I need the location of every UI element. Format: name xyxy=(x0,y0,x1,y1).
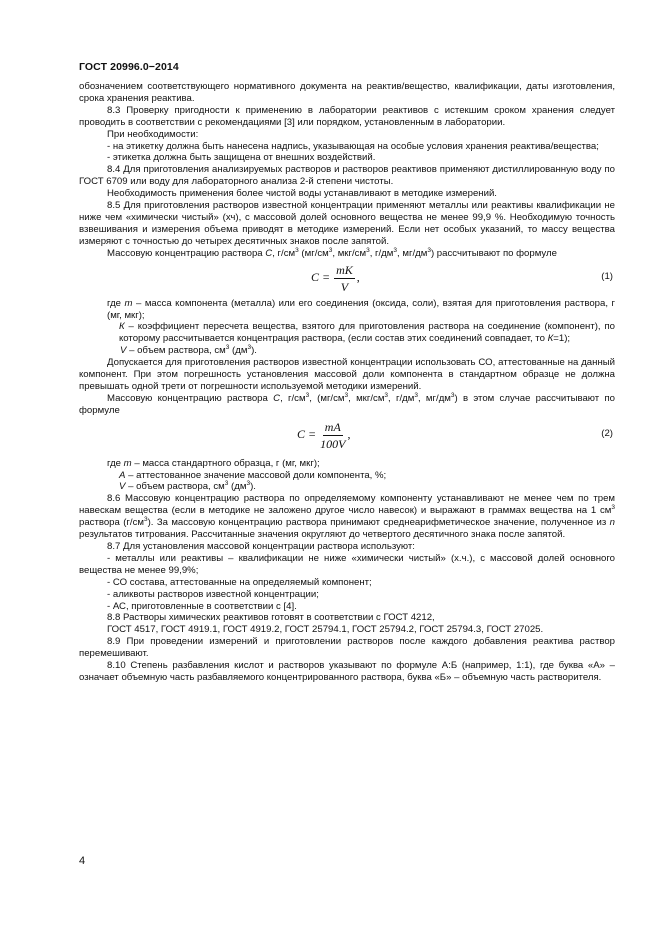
equation-number: (1) xyxy=(601,270,613,282)
definition-a: А – аттестованное значение массовой доли компонента, %; xyxy=(119,469,387,481)
equation-number: (2) xyxy=(601,427,613,439)
paragraph: обозначением соответствующего нормативного документа на реактив/вещество, квалификации, даты изготовления, срока хранения реактива. xyxy=(79,81,615,104)
clause-8-4: 8.4 Для приготовления анализируемых растворов и растворов реактивов применяют дистиллированную воду по ГОСТ 6709 или воду для лабораторного анализа 2-й степени чистоты. xyxy=(79,164,615,188)
clause-8-5: 8.5 Для приготовления растворов известной концентрации применяют металлы или реактивы квалификации не ниже чем «химически чистый» (хч), с массовой долей основного вещества не менее 99,9 %. Необходимую точность взвешивания и измерения объема приводят в методике измерений. Если нет особых указаний, то массу вещества измеряют с точностью до четырех десятичных знаков после запятой. xyxy=(79,200,615,247)
formula-numerator: mK xyxy=(336,262,353,277)
symbol-c: С xyxy=(265,247,273,259)
list-item: - металлы или реактивы – квалификации не ниже «химически чистый» (х.ч.), с массовой долей основного вещества не менее 99,9%; xyxy=(79,552,615,576)
clause-8-9: 8.9 При проведении измерений и приготовлении растворов после каждого добавления реактива раствор перемешивают. xyxy=(79,636,615,660)
paragraph: Допускается для приготовления растворов известной концентрации использовать СО, аттестованные на данный компонент. При этом погрешность установления массовой доли компонента в стандартном образце не должна превышать одной трети от погрешности используемой методики измерений. xyxy=(79,357,615,392)
page-number: 4 xyxy=(79,855,86,867)
formula-lhs: C = xyxy=(297,427,317,442)
list-item: - на этикетку должна быть нанесена надпись, указывающая на особые условия хранения реактива/вещества; xyxy=(107,140,599,152)
document-header: ГОСТ 20996.0−2014 xyxy=(79,61,179,73)
standards-list: ГОСТ 4517, ГОСТ 4919.1, ГОСТ 4919.2, ГОСТ 25794.1, ГОСТ 25794.2, ГОСТ 25794.3, ГОСТ 27025. xyxy=(107,624,544,636)
formula-denominator: V xyxy=(340,279,349,294)
clause-8-8: 8.8 Растворы химических реактивов готовят в соответствии с ГОСТ 4212, xyxy=(107,612,435,624)
clause-8-10: 8.10 Степень разбавления кислот и растворов указывают по формуле А:Б (например, 1:1), где буква «А» – означает объемную часть разбавляемого концентрированного раствора, буква «Б» – объемную часть растворителя. xyxy=(79,660,615,683)
list-item: - этикетка должна быть защищена от внешних воздействий. xyxy=(107,152,376,164)
paragraph: При необходимости: xyxy=(107,128,199,140)
formula-numerator: mA xyxy=(324,419,341,434)
definition-k: К – коэффициент пересчета вещества, взятого для приготовления раствора на соединение (компонент), по которому рассчитывается концентрация раствора, (если состав этих соединений совпадает, то К=1); xyxy=(119,321,615,345)
formula-2-intro: Массовую концентрацию раствора С, $г/см^3$, ($мг/см^3$, мкг/$см^3$, $г/дм^3$, $мг/дм^3$) в этом случае рассчитывают по формуле xyxy=(79,391,615,416)
definition-m: где m – масса стандартного образца, г (мг, мкг); xyxy=(107,457,320,469)
clause-8-7: 8.7 Для установления массовой концентрации раствора используют: xyxy=(107,541,415,552)
formula-denominator: 100V xyxy=(320,436,346,451)
formula-2: C = $\frac{mA}{100V}$ , (2) xyxy=(297,419,613,451)
list-item: - АС, приготовленные в соответствии с [4]. xyxy=(107,600,297,612)
formula-lhs: C = xyxy=(311,270,331,285)
formula-1-intro: Массовую концентрацию раствора С, $г/см^3$ ($мг/см^3$, мкг/$см^3$, $г/дм^3$, $мг/дм^3$) рассчитывают по формуле xyxy=(107,246,557,259)
definition-m: где m – масса компонента (металла) или его соединения (оксида, соли), взятая для приготовления раствора, г (мг, мкг); xyxy=(107,297,615,321)
formula-1: C = $\frac{mK}{V}$ , (1) xyxy=(311,262,613,294)
paragraph: Необходимость применения более чистой воды устанавливают в методике измерений. xyxy=(107,188,497,200)
clause-8-6: 8.6 Массовую концентрацию раствора по определяемому компоненту устанавливают не менее чем по трем навескам вещества (если в методике не заложено другое число навесок) и выражают в граммах вещества на 1 $см^3$ раствора $(г/см^3)$. За массовую концентрацию раствора принимают среднеарифметическое значение, полученное из n результатов титрования. Рассчитанные значения округляют до четвертого десятичного знака после запятой. xyxy=(79,493,615,541)
list-item: - аликвоты растворов известной концентрации; xyxy=(107,588,319,600)
definition-v: V – объем раствора, $см^3$ $(дм^3)$. xyxy=(120,344,257,357)
symbol-c: С xyxy=(273,392,281,404)
list-item: - СО состава, аттестованные на определяемый компонент; xyxy=(107,576,372,588)
clause-8-3: 8.3 Проверку пригодности к применению в лаборатории реактивов с истекшим сроком хранения следует проводить в соответствии с рекомендациями [3] или порядком, установленным в лаборатории. xyxy=(79,104,615,128)
definition-v: V – объем раствора, $см^3$ $(дм^3)$. xyxy=(119,480,256,493)
document-body xyxy=(79,81,615,684)
